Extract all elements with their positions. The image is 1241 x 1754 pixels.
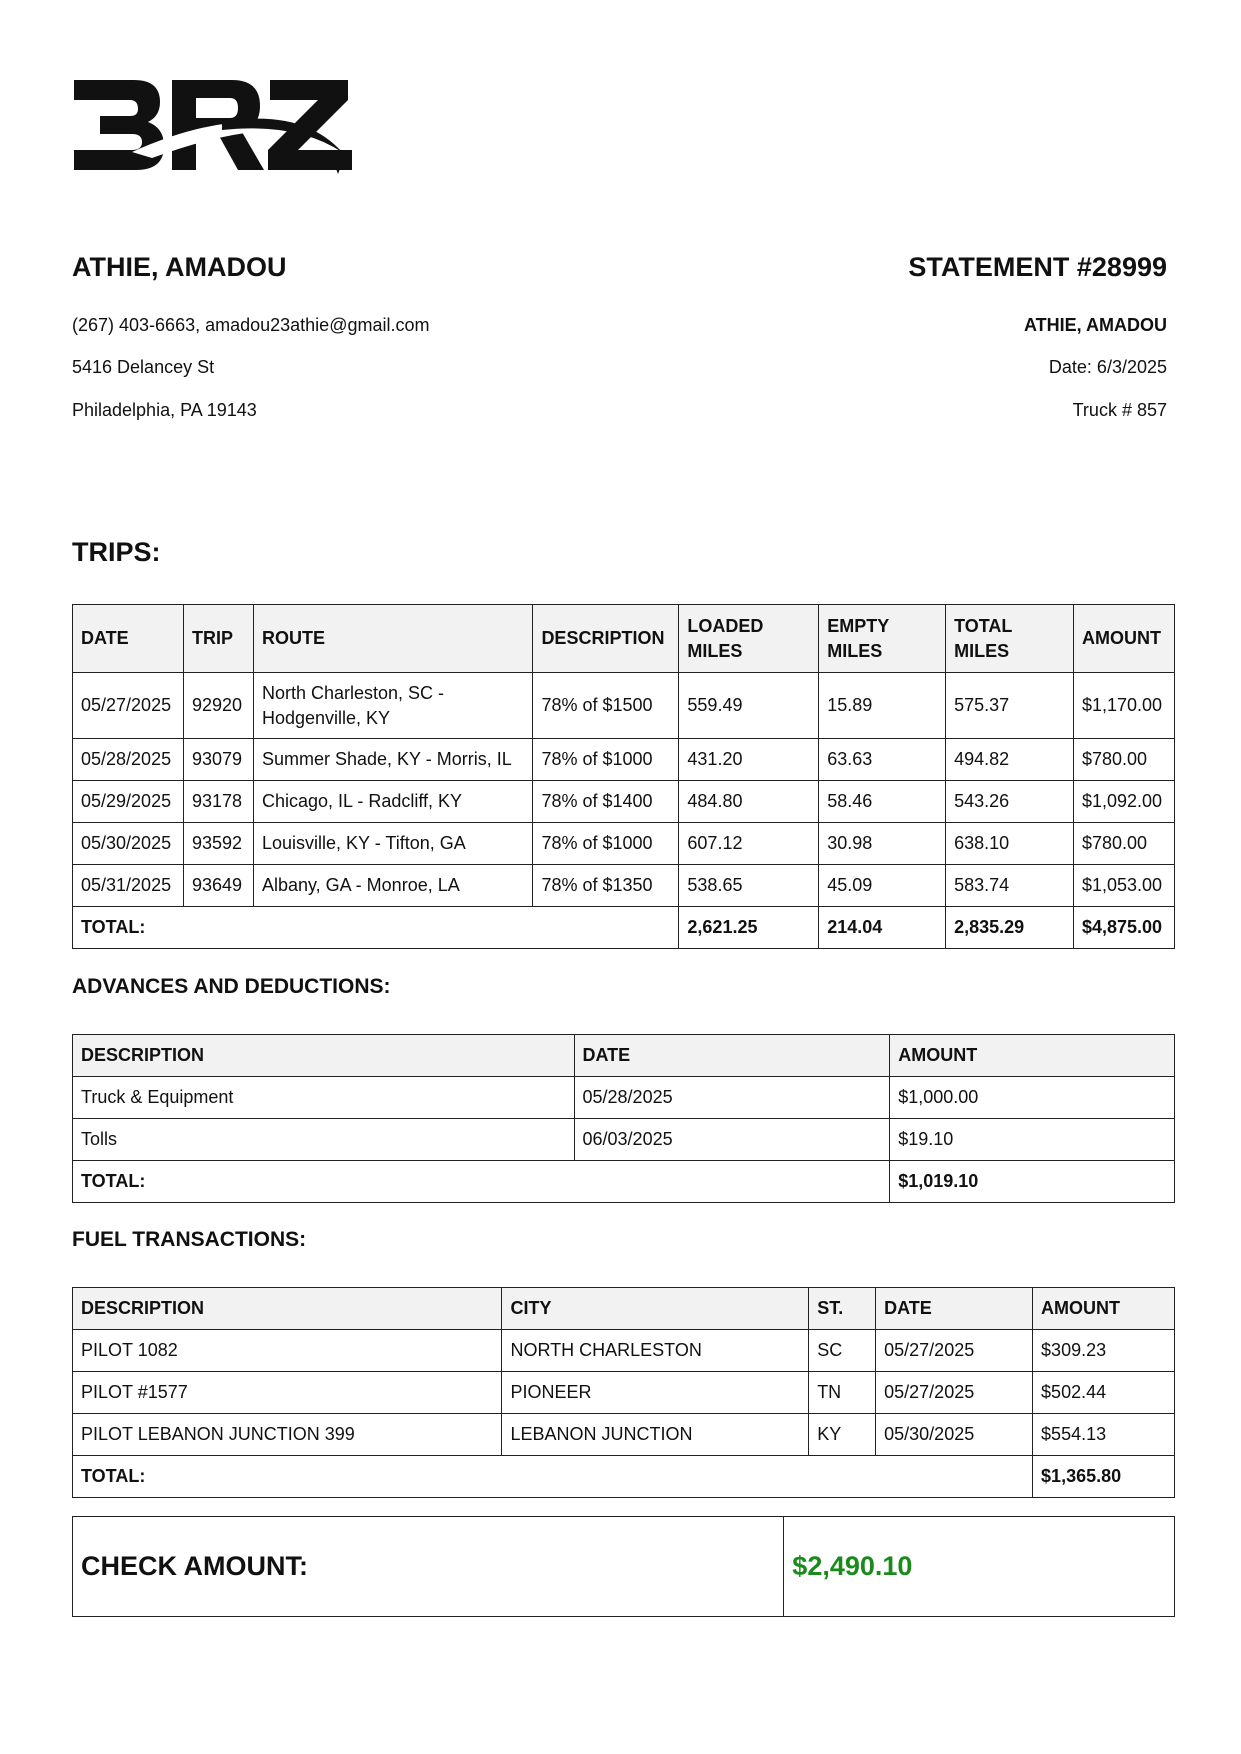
table-cell: 05/28/2025 [73, 739, 184, 781]
table-cell: 05/27/2025 [876, 1372, 1033, 1414]
table-cell: 543.26 [946, 781, 1074, 823]
table-cell: 15.89 [819, 673, 946, 739]
brz-logo-icon [72, 78, 382, 193]
table-cell: 05/28/2025 [574, 1077, 890, 1119]
table-row [73, 865, 1175, 907]
table-cell: 58.46 [819, 781, 946, 823]
table-row [73, 1077, 1175, 1119]
table-cell: $502.44 [1033, 1372, 1175, 1414]
table-row [73, 1372, 1175, 1414]
table-row [73, 1119, 1175, 1161]
total-label: TOTAL: [73, 907, 679, 949]
column-header: ROUTE [253, 605, 532, 673]
table-cell: 93178 [183, 781, 253, 823]
column-header: ST. [809, 1288, 876, 1330]
total-row [73, 1161, 1175, 1203]
table-cell: 78% of $1000 [533, 739, 679, 781]
total-label: TOTAL: [73, 1161, 890, 1203]
column-header: AMOUNT [1033, 1288, 1175, 1330]
driver-address-line1: 5416 Delancey St [72, 357, 215, 377]
fuel-title: FUEL TRANSACTIONS: [72, 1228, 307, 1251]
table-cell: 484.80 [679, 781, 819, 823]
table-cell: LEBANON JUNCTION [502, 1414, 809, 1456]
table-cell: North Charleston, SC - Hodgenville, KY [253, 673, 532, 739]
column-header: TOTAL MILES [946, 605, 1074, 673]
trips-table [72, 604, 1175, 949]
advances-body [73, 1077, 1175, 1203]
table-cell: 06/03/2025 [574, 1119, 890, 1161]
table-cell: 538.65 [679, 865, 819, 907]
advances-table [72, 1034, 1175, 1203]
advances-title: ADVANCES AND DEDUCTIONS: [72, 975, 391, 998]
table-cell: 559.49 [679, 673, 819, 739]
table-cell: 45.09 [819, 865, 946, 907]
total-amount: $4,875.00 [1073, 907, 1174, 949]
table-cell: PILOT #1577 [73, 1372, 502, 1414]
driver-contact: (267) 403-6663, amadou23athie@gmail.com [72, 315, 430, 335]
table-cell: Truck & Equipment [73, 1077, 575, 1119]
statement-name: ATHIE, AMADOU [1024, 315, 1167, 335]
table-cell: 431.20 [679, 739, 819, 781]
table-cell: 05/27/2025 [876, 1330, 1033, 1372]
table-cell: $1,000.00 [890, 1077, 1175, 1119]
column-header: TRIP [183, 605, 253, 673]
table-row [73, 823, 1175, 865]
table-cell: 575.37 [946, 673, 1074, 739]
table-cell: 05/30/2025 [876, 1414, 1033, 1456]
table-cell: Louisville, KY - Tifton, GA [253, 823, 532, 865]
table-cell: 63.63 [819, 739, 946, 781]
total-loaded-miles: 2,621.25 [679, 907, 819, 949]
column-header: DESCRIPTION [73, 1035, 575, 1077]
total-row [73, 907, 1175, 949]
check-amount-value: $2,490.10 [784, 1517, 1175, 1617]
table-cell: PIONEER [502, 1372, 809, 1414]
total-amount: $1,019.10 [890, 1161, 1175, 1203]
trips-body [73, 673, 1175, 949]
table-cell: $309.23 [1033, 1330, 1175, 1372]
statement-title: STATEMENT #28999 [908, 252, 1167, 282]
table-cell: 93649 [183, 865, 253, 907]
table-cell: Summer Shade, KY - Morris, IL [253, 739, 532, 781]
table-cell: $780.00 [1073, 739, 1174, 781]
total-row [73, 1456, 1175, 1498]
column-header: DESCRIPTION [533, 605, 679, 673]
column-header: AMOUNT [890, 1035, 1175, 1077]
table-cell: KY [809, 1414, 876, 1456]
check-amount-label: CHECK AMOUNT: [73, 1517, 784, 1617]
column-header: DESCRIPTION [73, 1288, 502, 1330]
fuel-header-row [73, 1288, 1175, 1330]
column-header: DATE [574, 1035, 890, 1077]
table-cell: $1,170.00 [1073, 673, 1174, 739]
column-header: DATE [73, 605, 184, 673]
table-cell: 607.12 [679, 823, 819, 865]
table-cell: Tolls [73, 1119, 575, 1161]
total-label: TOTAL: [73, 1456, 1033, 1498]
truck-number: Truck # 857 [1072, 400, 1167, 420]
table-cell: 05/30/2025 [73, 823, 184, 865]
table-cell: TN [809, 1372, 876, 1414]
company-logo [72, 78, 382, 193]
table-row [73, 781, 1175, 823]
column-header: DATE [876, 1288, 1033, 1330]
table-cell: $554.13 [1033, 1414, 1175, 1456]
table-cell: 05/29/2025 [73, 781, 184, 823]
trips-header-row [73, 605, 1175, 673]
table-cell: $780.00 [1073, 823, 1174, 865]
table-cell: 05/27/2025 [73, 673, 184, 739]
column-header: LOADED MILES [679, 605, 819, 673]
table-cell: Albany, GA - Monroe, LA [253, 865, 532, 907]
table-cell: 92920 [183, 673, 253, 739]
fuel-table [72, 1287, 1175, 1498]
table-cell: PILOT LEBANON JUNCTION 399 [73, 1414, 502, 1456]
advances-header-row [73, 1035, 1175, 1077]
table-cell: 78% of $1000 [533, 823, 679, 865]
table-cell: NORTH CHARLESTON [502, 1330, 809, 1372]
table-cell: 638.10 [946, 823, 1074, 865]
table-cell: 93079 [183, 739, 253, 781]
column-header: EMPTY MILES [819, 605, 946, 673]
table-cell: PILOT 1082 [73, 1330, 502, 1372]
total-empty-miles: 214.04 [819, 907, 946, 949]
trips-title: TRIPS: [72, 537, 161, 567]
table-cell: 05/31/2025 [73, 865, 184, 907]
driver-address-line2: Philadelphia, PA 19143 [72, 400, 257, 420]
table-cell: Chicago, IL - Radcliff, KY [253, 781, 532, 823]
table-cell: $19.10 [890, 1119, 1175, 1161]
total-amount: $1,365.80 [1033, 1456, 1175, 1498]
column-header: AMOUNT [1073, 605, 1174, 673]
table-row [73, 1414, 1175, 1456]
column-header: CITY [502, 1288, 809, 1330]
table-cell: 93592 [183, 823, 253, 865]
table-cell: 583.74 [946, 865, 1074, 907]
table-row [73, 673, 1175, 739]
statement-date: Date: 6/3/2025 [1048, 357, 1167, 377]
fuel-body [73, 1330, 1175, 1498]
total-miles: 2,835.29 [946, 907, 1074, 949]
table-cell: 78% of $1500 [533, 673, 679, 739]
check-amount-box [72, 1516, 1175, 1617]
driver-name: ATHIE, AMADOU [72, 252, 287, 282]
table-cell: $1,092.00 [1073, 781, 1174, 823]
table-cell: 30.98 [819, 823, 946, 865]
table-row [73, 739, 1175, 781]
table-cell: 494.82 [946, 739, 1074, 781]
table-cell: 78% of $1400 [533, 781, 679, 823]
table-cell: 78% of $1350 [533, 865, 679, 907]
table-row [73, 1330, 1175, 1372]
table-cell: $1,053.00 [1073, 865, 1174, 907]
table-cell: SC [809, 1330, 876, 1372]
